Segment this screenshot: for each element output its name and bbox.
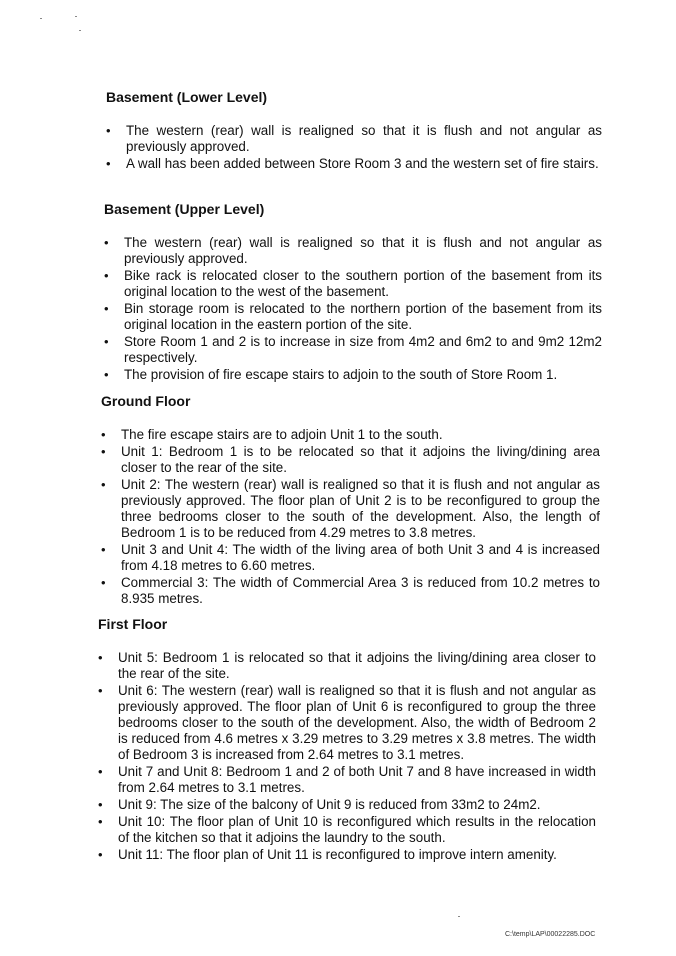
bullet-icon: • [104, 268, 109, 283]
bullet-icon: • [106, 123, 111, 138]
bullet-icon: • [101, 427, 106, 442]
bullet-icon: • [101, 542, 106, 557]
section-ground-floor [101, 393, 600, 608]
bullet-icon: • [101, 575, 106, 590]
list-item: • A wall has been added between Store Room 3 and the western set of fire stairs. [106, 156, 599, 171]
scan-speck [40, 18, 42, 19]
footer-file-path: C:\temp\LAP\00022285.DOC [505, 931, 596, 938]
list-item: • The fire escape stairs are to adjoin Unit 1 to the south. [101, 427, 443, 442]
section-basement-lower [106, 89, 602, 173]
section-heading: Basement (Upper Level) [104, 201, 265, 217]
section-heading: Ground Floor [101, 393, 191, 409]
bullet-icon: • [104, 334, 109, 349]
list-item: • The provision of fire escape stairs to adjoin to the south of Store Room 1. [104, 367, 558, 382]
scan-speck [75, 16, 77, 17]
list-item: • Unit 1: Bedroom 1 is to be relocated so that it adjoins the living/dining area closer to the rear of the site. [101, 444, 600, 475]
scan-speck [458, 916, 460, 917]
bullet-icon: • [98, 650, 103, 665]
list-item: • Unit 11: The floor plan of Unit 11 is reconfigured to improve intern amenity. [98, 847, 557, 862]
section-heading: First Floor [98, 616, 168, 632]
bullet-icon: • [98, 764, 103, 779]
bullet-icon: • [98, 847, 103, 862]
bullet-icon: • [98, 814, 103, 829]
section-heading: Basement (Lower Level) [106, 89, 268, 105]
bullet-icon: • [101, 444, 106, 459]
list-item: • Unit 2: The western (rear) wall is realigned so that it is flush and not angular as previously approved. The floor plan of Unit 2 is to be reconfigured to group the three bedrooms closer to the south of the development. Also, the length of Bedroom 1 is to be reduced from 4.29 metres to 3.8 metres. [101, 477, 600, 540]
list-item: • Unit 5: Bedroom 1 is relocated so that it adjoins the living/dining area closer to the rear of the site. [98, 650, 596, 681]
section-basement-upper [104, 201, 602, 384]
bullet-icon: • [104, 367, 109, 382]
bullet-list [98, 650, 596, 863]
list-item: • Unit 6: The western (rear) wall is realigned so that it is flush and not angular as previously approved. The floor plan of Unit 6 is reconfigured to group the three bedrooms closer to the south of the development. Also, the width of Bedroom 2 is reduced from 4.6 metres x 3.29 metres to 3.29 metres x 3.8 metres. The width of Bedroom 3 is increased from 2.64 metres to 3.1 metres. [98, 683, 596, 762]
list-item: • Unit 10: The floor plan of Unit 10 is reconfigured which results in the relocation of the kitchen so that it adjoins the laundry to the south. [98, 814, 596, 845]
list-item: • Unit 9: The size of the balcony of Unit 9 is reduced from 33m2 to 24m2. [98, 797, 541, 812]
bullet-icon: • [98, 683, 103, 698]
list-item: • Bin storage room is relocated to the northern portion of the basement from its original location in the eastern portion of the site. [104, 301, 602, 332]
bullet-icon: • [106, 156, 111, 171]
bullet-icon: • [98, 797, 103, 812]
list-item: • Unit 3 and Unit 4: The width of the living area of both Unit 3 and 4 is increased from 4.18 metres to 6.60 metres. [101, 542, 600, 573]
bullet-list [101, 427, 600, 607]
list-item: • The western (rear) wall is realigned so that it is flush and not angular as previously approved. [106, 123, 602, 154]
section-first-floor [98, 616, 596, 864]
bullet-list [106, 123, 602, 172]
scan-speck [79, 30, 81, 31]
bullet-icon: • [101, 477, 106, 492]
list-item: • Commercial 3: The width of Commercial Area 3 is reduced from 10.2 metres to 8.935 metres. [101, 575, 600, 606]
bullet-list [104, 235, 602, 383]
list-item: • Unit 7 and Unit 8: Bedroom 1 and 2 of both Unit 7 and 8 have increased in width from 2.64 metres to 3.1 metres. [98, 764, 596, 795]
bullet-icon: • [104, 301, 109, 316]
list-item: • The western (rear) wall is realigned so that it is flush and not angular as previously approved. [104, 235, 602, 266]
bullet-icon: • [104, 235, 109, 250]
list-item: • Store Room 1 and 2 is to increase in size from 4m2 and 6m2 to and 9m2 12m2 respectively. [104, 334, 602, 365]
list-item: • Bike rack is relocated closer to the southern portion of the basement from its original location to the west of the basement. [104, 268, 602, 299]
